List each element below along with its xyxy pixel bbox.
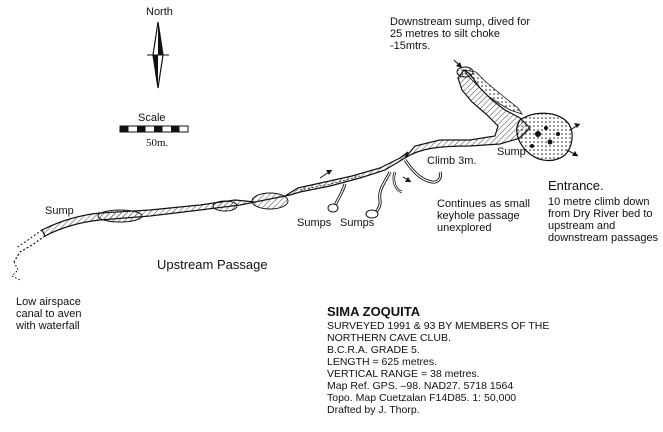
continues-label: Continues as small keyhole passage unexplored — [437, 198, 530, 234]
sump-label-left: Sump — [45, 205, 74, 217]
low-airspace-canal — [12, 230, 45, 280]
survey-info-line: Topo. Map Cuetzalan F14D85. 1: 50,000 — [327, 392, 517, 404]
entrance-title: Entrance. — [548, 178, 604, 193]
sumps-label-1: Sumps — [297, 217, 332, 229]
scale-length: 50m. — [146, 137, 169, 149]
survey-info-line: VERTICAL RANGE = 38 metres. — [327, 368, 480, 380]
climb-label: Climb 3m. — [427, 155, 477, 167]
survey-info-line: Map Ref. GPS. –98. NAD27. 5718 1564 — [327, 380, 514, 392]
survey-info-line: Drafted by J. Thorp. — [327, 404, 420, 416]
upstream-passage-label: Upstream Passage — [157, 257, 268, 272]
survey-info-line: NORTHERN CAVE CLUB. — [327, 332, 451, 344]
sump-label-right: Sump — [497, 146, 526, 158]
survey-title: SIMA ZOQUITA — [327, 304, 421, 319]
survey-info-line: SURVEYED 1991 & 93 BY MEMBERS OF THE — [327, 320, 550, 332]
survey-info-line: B.C.R.A. GRADE 5. — [327, 344, 420, 356]
sumps-label-2: Sumps — [340, 217, 375, 229]
survey-info-block — [327, 320, 549, 416]
scale-bar-icon — [120, 126, 188, 132]
survey-info-line: LENGTH = 625 metres. — [327, 356, 437, 368]
scale-label: Scale — [138, 112, 166, 124]
cave-passage-downstream — [405, 67, 530, 158]
compass-label: North — [146, 6, 173, 18]
low-airspace-label: Low airspace canal to aven with waterfall — [16, 296, 82, 332]
entrance-description: 10 metre climb down from Dry River bed to upstream and downstream passages — [548, 196, 659, 244]
downstream-sump-label: Downstream sump, dived for 25 metres to silt choke -15mtrs. — [390, 16, 530, 52]
north-arrow-icon — [147, 22, 169, 88]
